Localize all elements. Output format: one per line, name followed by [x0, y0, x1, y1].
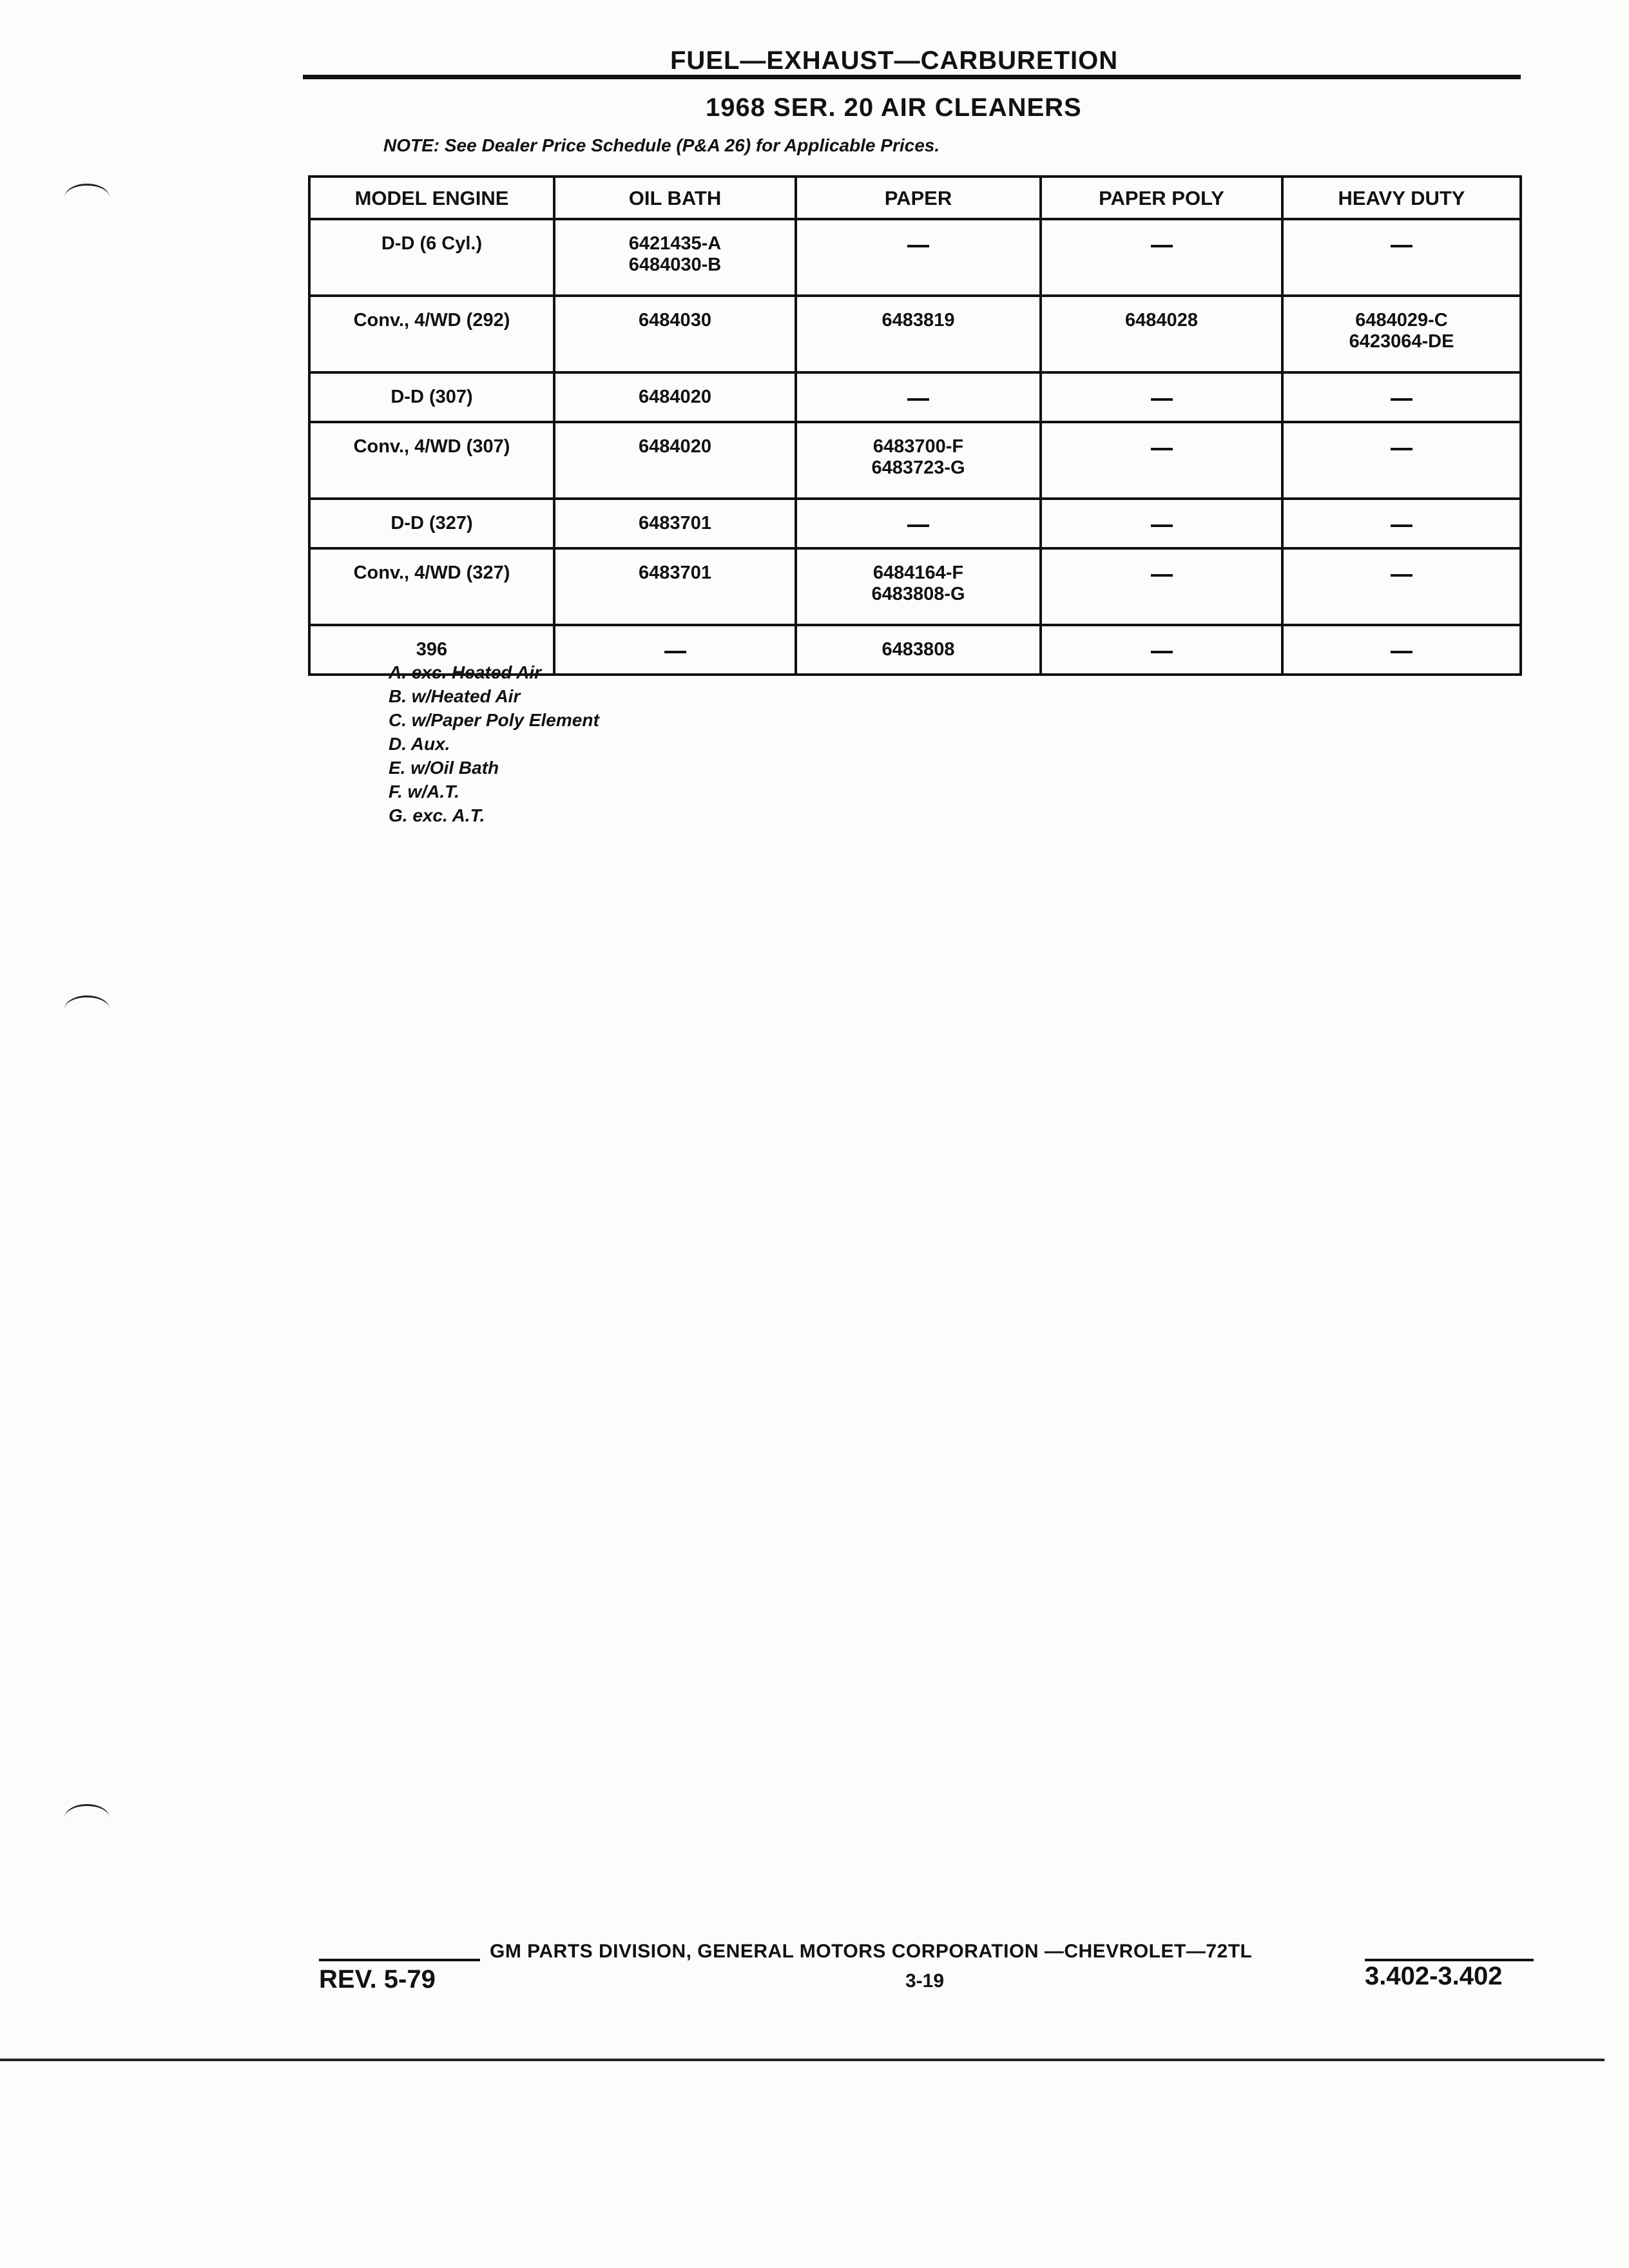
no-part-dash [1043, 562, 1280, 584]
paper-poly-cell [1041, 219, 1282, 296]
footnote-item: G. exc. A.T. [389, 805, 485, 825]
part-number: 6423064-DE [1349, 331, 1454, 352]
dash-mark [1151, 448, 1173, 450]
dash-mark [907, 524, 929, 527]
section-code: 3.402-3.402 [1365, 1962, 1503, 1990]
oil-bath-cell [554, 219, 796, 296]
part-number: 6483819 [882, 310, 955, 331]
paper-cell [796, 296, 1041, 372]
no-part-dash [1043, 387, 1280, 408]
footer-division: GM PARTS DIVISION, GENERAL MOTORS CORPORATION —CHEVROLET—72TL [490, 1941, 1253, 1962]
paper-cell [796, 372, 1041, 422]
dash-mark [1151, 524, 1173, 527]
oil-bath-cell [554, 548, 796, 625]
part-number: 6421435-A [628, 233, 722, 254]
model-engine-cell: D-D (6 Cyl.) [309, 219, 554, 296]
no-part-dash [798, 387, 1039, 408]
table-row [309, 499, 1521, 548]
page-bottom-rule [0, 2059, 1605, 2061]
part-number: 6483808-G [871, 584, 965, 604]
dash-mark [1151, 651, 1173, 653]
part-number: 6484020 [639, 387, 711, 407]
heavy-duty-cell [1282, 219, 1521, 296]
dash-mark [907, 398, 929, 401]
punch-hole-mark [64, 184, 110, 211]
model-engine-cell: Conv., 4/WD (307) [309, 422, 554, 499]
part-number: 6484164-F [872, 562, 964, 583]
table-header-row [309, 177, 1521, 219]
column-header: OIL BATH [554, 177, 796, 219]
paper-cell [796, 219, 1041, 296]
no-part-dash [1284, 387, 1519, 408]
no-part-dash [1284, 562, 1519, 584]
footnote-item: A. exc. Heated Air [389, 662, 542, 682]
no-part-dash [1043, 513, 1280, 534]
part-number: 6483808 [882, 639, 955, 660]
no-part-dash [1043, 639, 1280, 660]
oil-bath-cell [554, 296, 796, 372]
air-cleaner-table [308, 175, 1522, 676]
column-header: HEAVY DUTY [1282, 177, 1521, 219]
dash-mark [1391, 448, 1412, 450]
paper-poly-cell [1041, 625, 1282, 675]
paper-poly-cell [1041, 548, 1282, 625]
no-part-dash [1043, 436, 1280, 457]
price-note: NOTE: See Dealer Price Schedule (P&A 26) for Applicable Prices. [383, 135, 940, 155]
heavy-duty-cell [1282, 296, 1521, 372]
oil-bath-cell [554, 372, 796, 422]
table-row [309, 219, 1521, 296]
footnotes-list [389, 660, 599, 827]
paper-poly-cell [1041, 372, 1282, 422]
dash-mark [1151, 245, 1173, 247]
part-number: 6484028 [1125, 310, 1198, 331]
footer-rule [319, 1959, 480, 1961]
paper-poly-cell [1041, 422, 1282, 499]
oil-bath-cell [554, 499, 796, 548]
dash-mark [1391, 574, 1412, 577]
part-number: 6483701 [639, 562, 711, 583]
section-title: FUEL—EXHAUST—CARBURETION [670, 46, 1119, 75]
part-number: 6483723-G [871, 457, 965, 478]
revision-label: REV. 5-79 [319, 1965, 436, 1994]
dash-mark [664, 651, 686, 653]
table-row [309, 296, 1521, 372]
dash-mark [1151, 574, 1173, 577]
paper-poly-cell [1041, 499, 1282, 548]
model-engine-cell: D-D (327) [309, 499, 554, 548]
heavy-duty-cell [1282, 372, 1521, 422]
no-part-dash [798, 513, 1039, 534]
punch-hole-mark [64, 1804, 110, 1832]
table-row [309, 548, 1521, 625]
no-part-dash [1284, 436, 1519, 457]
column-header: MODEL ENGINE [309, 177, 554, 219]
dash-mark [1391, 651, 1412, 653]
model-engine-cell: 396 [309, 625, 554, 675]
table-row [309, 372, 1521, 422]
no-part-dash [1284, 233, 1519, 255]
heavy-duty-cell [1282, 548, 1521, 625]
paper-cell [796, 548, 1041, 625]
paper-cell [796, 625, 1041, 675]
header-rule [303, 75, 1521, 79]
paper-poly-cell [1041, 296, 1282, 372]
table-row [309, 422, 1521, 499]
heavy-duty-cell [1282, 422, 1521, 499]
column-header: PAPER [796, 177, 1041, 219]
part-number: 6484020 [639, 436, 711, 457]
heavy-duty-cell [1282, 499, 1521, 548]
heavy-duty-cell [1282, 625, 1521, 675]
no-part-dash [1043, 233, 1280, 255]
footnote-item: F. w/A.T. [389, 782, 459, 802]
no-part-dash [556, 639, 794, 660]
oil-bath-cell [554, 422, 796, 499]
page-number: 3-19 [905, 1970, 945, 1992]
model-engine-cell: Conv., 4/WD (292) [309, 296, 554, 372]
footer-rule [1365, 1959, 1534, 1961]
no-part-dash [1284, 513, 1519, 534]
footnote-item: B. w/Heated Air [389, 686, 521, 706]
dash-mark [1391, 398, 1412, 401]
part-number: 6483700-F [872, 436, 964, 457]
part-number: 6484030 [639, 310, 711, 331]
model-engine-cell: Conv., 4/WD (327) [309, 548, 554, 625]
table-body [309, 219, 1521, 675]
no-part-dash [1284, 639, 1519, 660]
part-number: 6483701 [639, 513, 711, 533]
dash-mark [1391, 245, 1412, 247]
column-header: PAPER POLY [1041, 177, 1282, 219]
page-title: 1968 SER. 20 AIR CLEANERS [706, 93, 1082, 122]
part-number: 6484029-C [1355, 310, 1448, 331]
paper-cell [796, 422, 1041, 499]
paper-cell [796, 499, 1041, 548]
dash-mark [1391, 524, 1412, 527]
part-number: 6484030-B [628, 255, 722, 275]
model-engine-cell: D-D (307) [309, 372, 554, 422]
dash-mark [1151, 398, 1173, 401]
punch-hole-mark [64, 995, 110, 1023]
footnote-item: E. w/Oil Bath [389, 758, 499, 778]
no-part-dash [798, 233, 1039, 255]
dash-mark [907, 245, 929, 247]
footnote-item: D. Aux. [389, 734, 450, 754]
footnote-item: C. w/Paper Poly Element [389, 710, 599, 730]
